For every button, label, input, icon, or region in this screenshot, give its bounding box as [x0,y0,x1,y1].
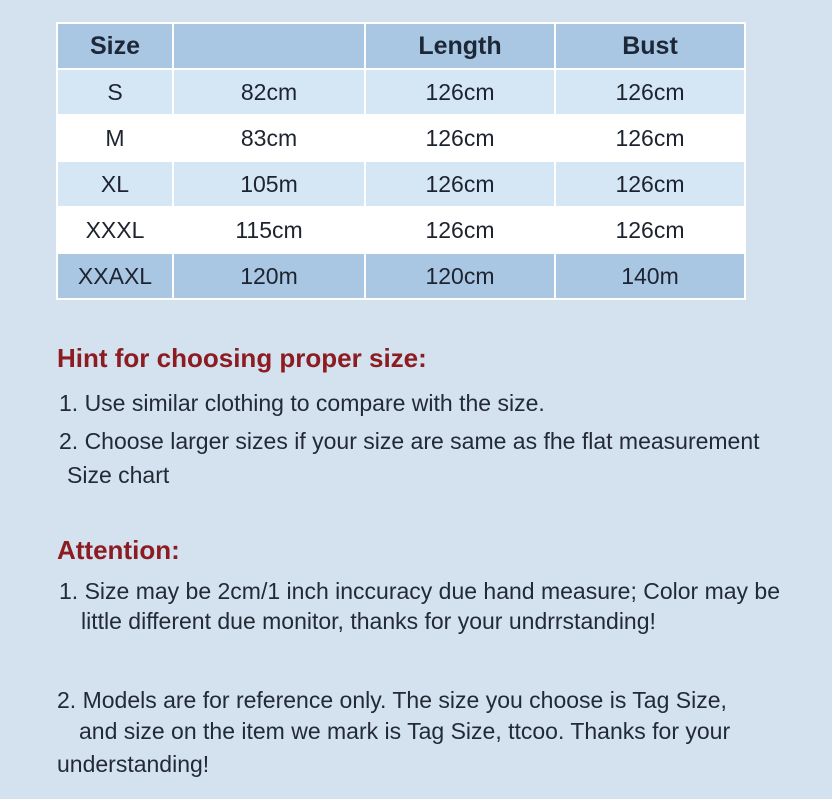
cell-length: 126cm [365,161,555,207]
cell-size: S [57,69,173,115]
table-row [57,161,745,207]
header-bust: Bust [555,23,745,69]
cell-size: M [57,115,173,161]
attention-item-2-line-2: and size on the item we mark is Tag Size, ttcoo. Thanks for your [79,718,731,744]
header-size: Size [57,23,173,69]
cell-measure: 83cm [173,115,365,161]
hint-item-2-line-1: 2. Choose larger sizes if your size are same as fhe flat measurement [59,428,760,454]
cell-length: 126cm [365,69,555,115]
header-blank [173,23,365,69]
table-row [57,115,745,161]
cell-bust: 126cm [555,207,745,253]
attention-item-2-line-3: understanding! [57,751,210,777]
hint-item-2-line-2: Size chart [67,462,170,488]
cell-bust: 126cm [555,115,745,161]
table-row [57,207,745,253]
attention-item-1-line-2: little different due monitor, thanks for your undrrstanding! [81,608,656,634]
cell-bust: 126cm [555,69,745,115]
cell-measure: 115cm [173,207,365,253]
cell-length: 126cm [365,207,555,253]
cell-length: 120cm [365,253,555,299]
attention-item-1-line-1: 1. Size may be 2cm/1 inch inccuracy due hand measure; Color may be [59,578,781,604]
table-header-row [57,23,745,69]
attention-title: Attention: [57,535,180,565]
size-chart-table [56,22,746,300]
header-length: Length [365,23,555,69]
cell-measure: 120m [173,253,365,299]
hint-item-1: 1. Use similar clothing to compare with the size. [59,390,545,416]
attention-item-2-line-1: 2. Models are for reference only. The size you choose is Tag Size, [57,687,727,713]
cell-bust: 140m [555,253,745,299]
cell-size: XL [57,161,173,207]
cell-length: 126cm [365,115,555,161]
cell-bust: 126cm [555,161,745,207]
table-row [57,69,745,115]
cell-measure: 82cm [173,69,365,115]
table-row [57,253,745,299]
cell-measure: 105m [173,161,365,207]
hint-title: Hint for choosing proper size: [57,343,427,373]
cell-size: XXAXL [57,253,173,299]
cell-size: XXXL [57,207,173,253]
